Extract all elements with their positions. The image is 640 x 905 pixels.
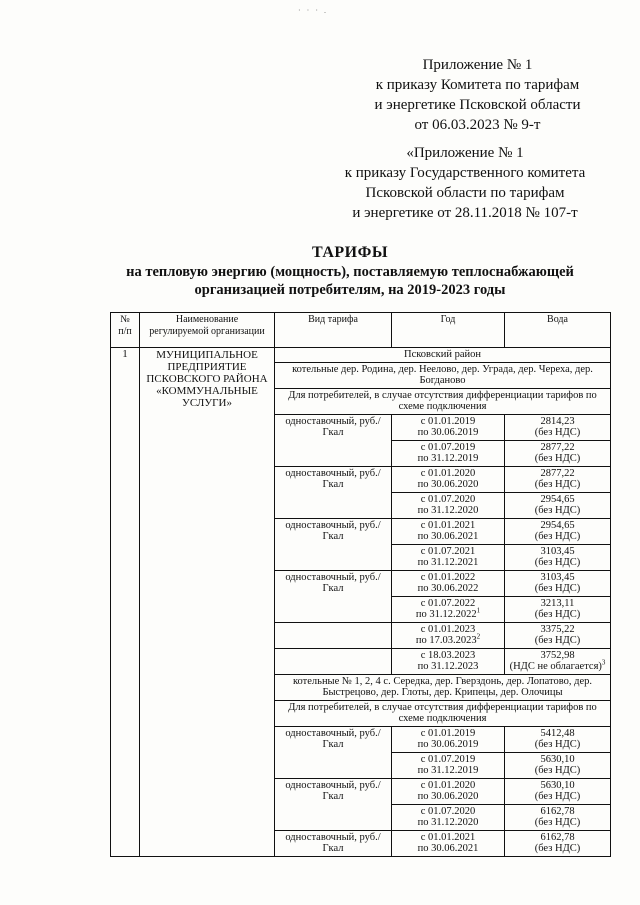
appendix-line: к приказу Государственного комитета	[344, 165, 586, 181]
value-cell: 5630,10 (без НДС)	[505, 752, 611, 778]
appendix-current	[360, 55, 595, 135]
period-cell: с 01.07.2020 по 31.12.2020	[392, 492, 505, 518]
value-cell: 3213,11 (без НДС)	[505, 596, 611, 622]
appendix-line: и энергетике Псковской области	[374, 97, 581, 113]
document-title	[100, 243, 600, 299]
appendix-line: «Приложение № 1	[406, 145, 524, 161]
footnote-mark: 3	[601, 658, 606, 667]
header-year: Год	[392, 313, 505, 348]
header-water: Вода	[505, 313, 611, 348]
appendix-previous	[330, 143, 600, 223]
appendix-line: и энергетике от 28.11.2018 № 107-т	[352, 205, 578, 221]
value-cell: 5412,48 (без НДС)	[505, 726, 611, 752]
appendix-line: Псковской области по тарифам	[365, 185, 565, 201]
row-number: 1	[111, 348, 140, 857]
table-header-row	[111, 313, 611, 348]
period-cell: с 01.07.2019 по 31.12.2019	[392, 440, 505, 466]
header-tariff-type: Вид тарифа	[275, 313, 392, 348]
header-num: № п/п	[111, 313, 140, 348]
value-cell: 6162,78 (без НДС)	[505, 804, 611, 830]
tariff-type: одноставочный, руб./Гкал	[275, 414, 392, 466]
period-cell: с 01.01.2019 по 30.06.2019	[392, 726, 505, 752]
consumers-note: Для потребителей, в случае отсутствия дифференциации тарифов по схеме подключения	[275, 388, 611, 414]
tariff-type: одноставочный, руб./Гкал	[275, 466, 392, 518]
period-cell: с 18.03.2023 по 31.12.2023	[392, 648, 505, 674]
value-cell: 2877,22 (без НДС)	[505, 440, 611, 466]
tariffs-table	[110, 312, 611, 857]
header-org-name: Наименование регулируемой организации	[140, 313, 275, 348]
value-cell: 3103,45 (без НДС)	[505, 570, 611, 596]
tariff-type: одноставочный, руб./Гкал	[275, 518, 392, 570]
tariff-type: одноставочный, руб./Гкал	[275, 778, 392, 830]
appendix-line: к приказу Комитета по тарифам	[375, 77, 580, 93]
period-cell: с 01.01.2021 по 30.06.2021	[392, 518, 505, 544]
tariff-type-empty	[275, 622, 392, 648]
appendix-line: Приложение № 1	[422, 57, 533, 73]
title-subtitle-line1: на тепловую энергию (мощность), поставляемую теплоснабжающей	[126, 264, 574, 280]
period-cell: с 01.01.2020 по 30.06.2020	[392, 778, 505, 804]
tariff-type-empty	[275, 648, 392, 674]
period-cell: с 01.01.2022 по 30.06.2022	[392, 570, 505, 596]
period-cell: с 01.01.2023 по 17.03.2023$^2$	[392, 622, 505, 648]
value-cell: 3752,98 (НДС не облагается)$^3$	[505, 648, 611, 674]
value-cell: 2954,65 (без НДС)	[505, 492, 611, 518]
boiler-group-1: котельные дер. Родина, дер. Неелово, дер. Уграда, дер. Череха, дер. Богданово	[275, 362, 611, 388]
district-label: Псковский район	[275, 348, 611, 363]
value-cell: 3103,45 (без НДС)	[505, 544, 611, 570]
period-cell: с 01.01.2020 по 30.06.2020	[392, 466, 505, 492]
title-subtitle-line2: организацией потребителям, на 2019-2023 годы	[194, 282, 506, 298]
scan-marks: · · · .	[298, 6, 328, 15]
org-name: МУНИЦИПАЛЬНОЕ ПРЕДПРИЯТИЕ ПСКОВСКОГО РАЙОНА «КОММУНАЛЬНЫЕ УСЛУГИ»	[140, 348, 275, 857]
value-cell: 6162,78 (без НДС)	[505, 830, 611, 856]
tariff-type: одноставочный, руб./Гкал	[275, 726, 392, 778]
period-cell: с 01.07.2020 по 31.12.2020	[392, 804, 505, 830]
value-cell: 2814,23 (без НДС)	[505, 414, 611, 440]
period-cell: с 01.07.2019 по 31.12.2019	[392, 752, 505, 778]
period-cell: с 01.01.2021 по 30.06.2021	[392, 830, 505, 856]
consumers-note: Для потребителей, в случае отсутствия дифференциации тарифов по схеме подключения	[275, 700, 611, 726]
tariff-type: одноставочный, руб./Гкал	[275, 570, 392, 622]
footnote-mark: 2	[476, 632, 481, 641]
footnote-mark: 1	[476, 606, 481, 615]
value-cell: 3375,22 (без НДС)	[505, 622, 611, 648]
table-row	[111, 348, 611, 363]
value-cell: 2877,22 (без НДС)	[505, 466, 611, 492]
value-cell: 2954,65 (без НДС)	[505, 518, 611, 544]
period-cell: с 01.01.2019 по 30.06.2019	[392, 414, 505, 440]
period-cell: с 01.07.2022 по 31.12.2022$^1$	[392, 596, 505, 622]
period-cell: с 01.07.2021 по 31.12.2021	[392, 544, 505, 570]
boiler-group-2: котельные № 1, 2, 4 с. Середка, дер. Гверздонь, дер. Лопатово, дер. Быстрецово, дер. Глоты, дер. Крипецы, дер. Олочицы	[275, 674, 611, 700]
title-main: ТАРИФЫ	[311, 244, 389, 261]
tariff-type: одноставочный, руб./Гкал	[275, 830, 392, 856]
value-cell: 5630,10 (без НДС)	[505, 778, 611, 804]
appendix-line: от 06.03.2023 № 9-т	[414, 117, 541, 133]
